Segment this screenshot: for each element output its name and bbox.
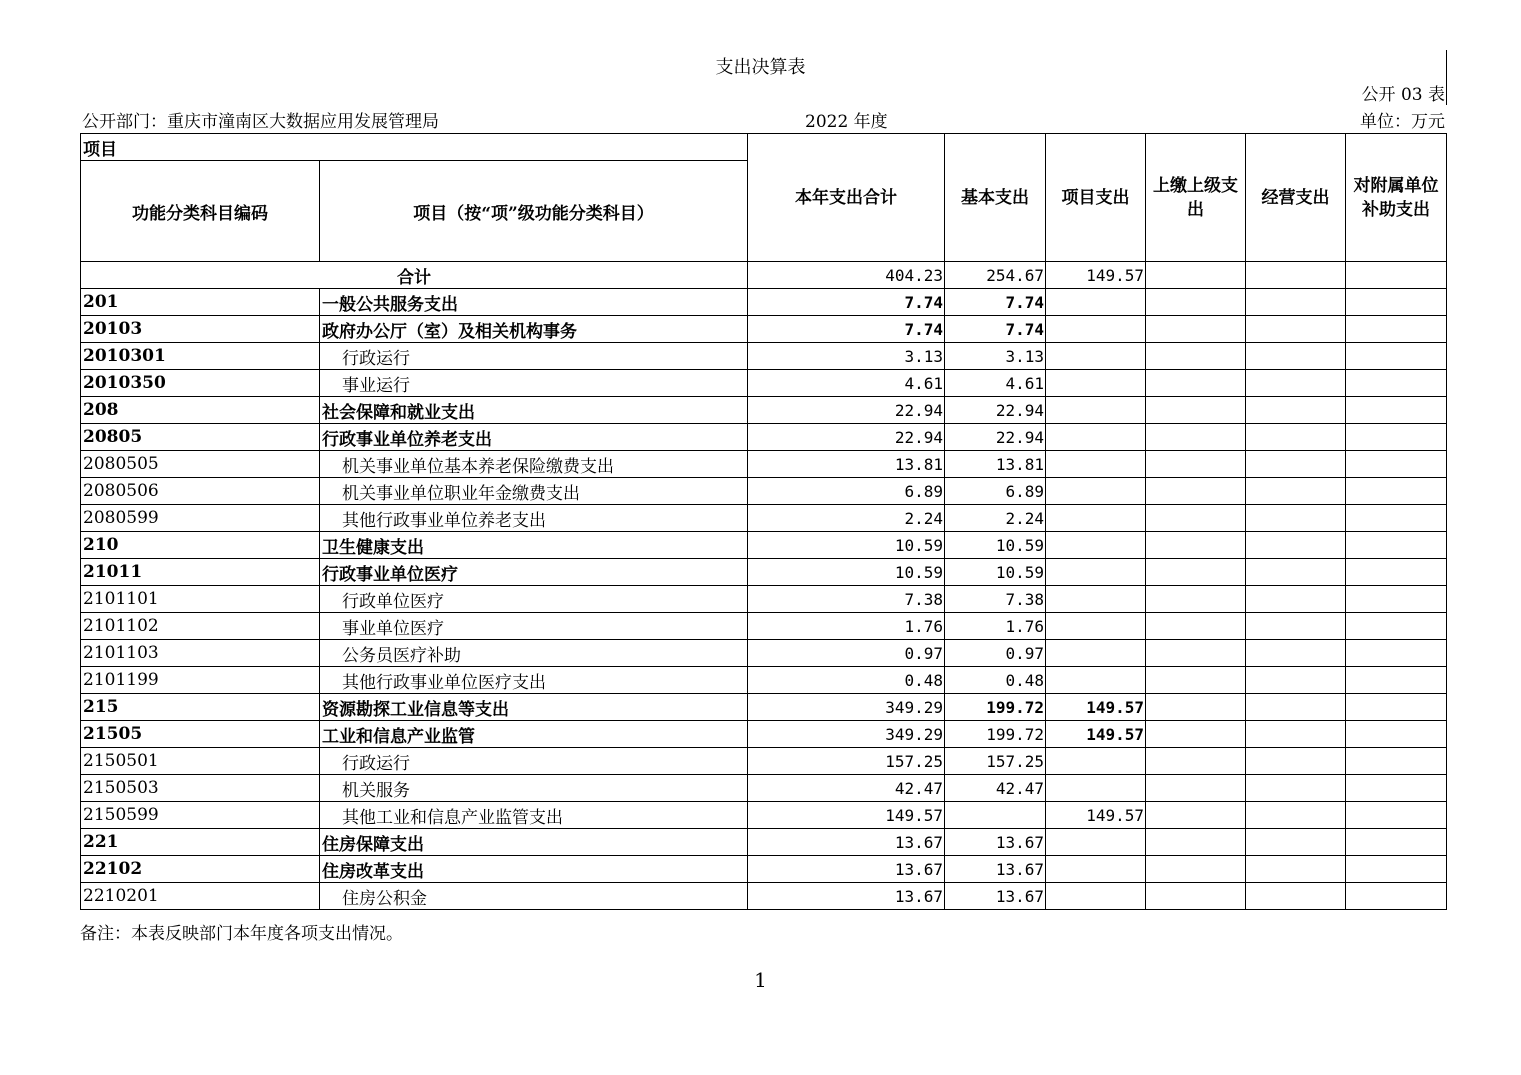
row-name: 卫生健康支出 (320, 532, 748, 559)
header-subsidy: 对附属单位补助支出 (1346, 134, 1447, 262)
row-code: 2080505 (81, 451, 320, 478)
row-name: 住房改革支出 (320, 856, 748, 883)
row-code: 2101102 (81, 613, 320, 640)
row-basic: 199.72 (945, 694, 1046, 721)
row-upper (1146, 640, 1246, 667)
row-upper (1146, 883, 1246, 910)
row-project (1046, 532, 1146, 559)
form-number: 公开 03 表 (1361, 85, 1445, 105)
row-business (1246, 613, 1346, 640)
expenditure-table (80, 133, 1447, 910)
row-code: 22102 (81, 856, 320, 883)
row-code: 2010301 (81, 343, 320, 370)
row-code: 2010350 (81, 370, 320, 397)
row-code: 215 (81, 694, 320, 721)
row-project: 149.57 (1046, 802, 1146, 829)
row-basic: 2.24 (945, 505, 1046, 532)
row-upper (1146, 856, 1246, 883)
row-basic: 0.48 (945, 667, 1046, 694)
row-basic: 22.94 (945, 424, 1046, 451)
row-basic: 42.47 (945, 775, 1046, 802)
row-total: 157.25 (748, 748, 945, 775)
row-subsidy (1346, 424, 1447, 451)
row-upper (1146, 424, 1246, 451)
row-code: 221 (81, 829, 320, 856)
row-basic: 3.13 (945, 343, 1046, 370)
summary-project: 149.57 (1046, 262, 1146, 289)
row-upper (1146, 532, 1246, 559)
row-subsidy (1346, 721, 1447, 748)
row-total: 22.94 (748, 424, 945, 451)
row-name: 行政事业单位养老支出 (320, 424, 748, 451)
row-upper (1146, 694, 1246, 721)
row-total: 7.74 (748, 289, 945, 316)
row-subsidy (1346, 559, 1447, 586)
unit-label: 单位：万元 (1360, 112, 1445, 132)
summary-business (1246, 262, 1346, 289)
row-subsidy (1346, 532, 1447, 559)
row-total: 13.67 (748, 883, 945, 910)
row-upper (1146, 343, 1246, 370)
table-row (81, 667, 1447, 694)
row-name: 行政运行 (320, 748, 748, 775)
table-row (81, 748, 1447, 775)
row-name: 行政事业单位医疗 (320, 559, 748, 586)
row-name: 行政单位医疗 (320, 586, 748, 613)
row-code: 2101103 (81, 640, 320, 667)
row-name: 资源勘探工业信息等支出 (320, 694, 748, 721)
row-code: 21011 (81, 559, 320, 586)
row-subsidy (1346, 451, 1447, 478)
row-subsidy (1346, 775, 1447, 802)
row-code: 2101101 (81, 586, 320, 613)
row-total: 42.47 (748, 775, 945, 802)
summary-label: 合计 (81, 262, 748, 289)
row-subsidy (1346, 829, 1447, 856)
row-code: 2150501 (81, 748, 320, 775)
table-row (81, 829, 1447, 856)
row-name: 工业和信息产业监管 (320, 721, 748, 748)
row-subsidy (1346, 883, 1447, 910)
table-row (81, 613, 1447, 640)
row-project (1046, 640, 1146, 667)
row-name: 一般公共服务支出 (320, 289, 748, 316)
table-row (81, 289, 1447, 316)
row-basic: 13.67 (945, 829, 1046, 856)
row-name: 行政运行 (320, 343, 748, 370)
row-total: 13.67 (748, 829, 945, 856)
table-row (81, 532, 1447, 559)
row-basic: 7.74 (945, 289, 1046, 316)
row-upper (1146, 802, 1246, 829)
row-total: 2.24 (748, 505, 945, 532)
row-upper (1146, 775, 1246, 802)
row-upper (1146, 748, 1246, 775)
row-basic: 6.89 (945, 478, 1046, 505)
row-upper (1146, 316, 1246, 343)
row-total: 0.48 (748, 667, 945, 694)
header-total: 本年支出合计 (748, 134, 945, 262)
fiscal-year: 2022 年度 (805, 112, 888, 132)
row-basic: 22.94 (945, 397, 1046, 424)
row-project (1046, 667, 1146, 694)
table-row (81, 721, 1447, 748)
row-business (1246, 478, 1346, 505)
row-total: 10.59 (748, 532, 945, 559)
table-row (81, 775, 1447, 802)
row-basic (945, 802, 1046, 829)
row-name: 机关服务 (320, 775, 748, 802)
page-number: 1 (754, 968, 767, 992)
row-code: 20103 (81, 316, 320, 343)
row-subsidy (1346, 694, 1447, 721)
summary-upper (1146, 262, 1246, 289)
row-total: 349.29 (748, 721, 945, 748)
table-row (81, 397, 1447, 424)
row-project (1046, 451, 1146, 478)
row-upper (1146, 451, 1246, 478)
row-name: 事业单位医疗 (320, 613, 748, 640)
row-name: 其他工业和信息产业监管支出 (320, 802, 748, 829)
row-name: 公务员医疗补助 (320, 640, 748, 667)
row-name: 其他行政事业单位养老支出 (320, 505, 748, 532)
row-subsidy (1346, 289, 1447, 316)
row-business (1246, 532, 1346, 559)
department-label: 公开部门：重庆市潼南区大数据应用发展管理局 (82, 112, 439, 132)
row-business (1246, 343, 1346, 370)
table-row (81, 424, 1447, 451)
row-name: 事业运行 (320, 370, 748, 397)
row-code: 2080599 (81, 505, 320, 532)
row-subsidy (1346, 667, 1447, 694)
header-project: 项目 (81, 134, 748, 161)
row-project (1046, 829, 1146, 856)
row-subsidy (1346, 397, 1447, 424)
row-project (1046, 559, 1146, 586)
row-total: 22.94 (748, 397, 945, 424)
row-project (1046, 424, 1146, 451)
table-row (81, 559, 1447, 586)
row-code: 2150599 (81, 802, 320, 829)
row-business (1246, 370, 1346, 397)
page-title: 支出决算表 (715, 57, 806, 78)
row-upper (1146, 586, 1246, 613)
row-code: 201 (81, 289, 320, 316)
row-business (1246, 640, 1346, 667)
row-project: 149.57 (1046, 721, 1146, 748)
row-subsidy (1346, 370, 1447, 397)
row-subsidy (1346, 640, 1447, 667)
row-business (1246, 424, 1346, 451)
row-upper (1146, 397, 1246, 424)
row-upper (1146, 667, 1246, 694)
row-code: 20805 (81, 424, 320, 451)
row-project (1046, 748, 1146, 775)
row-project: 149.57 (1046, 694, 1146, 721)
row-basic: 7.38 (945, 586, 1046, 613)
row-total: 7.38 (748, 586, 945, 613)
row-name: 其他行政事业单位医疗支出 (320, 667, 748, 694)
row-project (1046, 397, 1146, 424)
row-name: 社会保障和就业支出 (320, 397, 748, 424)
row-subsidy (1346, 748, 1447, 775)
header-business: 经营支出 (1246, 134, 1346, 262)
row-name: 住房保障支出 (320, 829, 748, 856)
row-business (1246, 586, 1346, 613)
row-basic: 157.25 (945, 748, 1046, 775)
table-row (81, 640, 1447, 667)
row-business (1246, 721, 1346, 748)
row-basic: 199.72 (945, 721, 1046, 748)
row-code: 210 (81, 532, 320, 559)
table-row (81, 370, 1447, 397)
row-total: 3.13 (748, 343, 945, 370)
row-project (1046, 775, 1146, 802)
header-upper: 上缴上级支出 (1146, 134, 1246, 262)
row-business (1246, 559, 1346, 586)
row-subsidy (1346, 505, 1447, 532)
row-project (1046, 370, 1146, 397)
row-code: 2080506 (81, 478, 320, 505)
row-business (1246, 856, 1346, 883)
header-project-expense: 项目支出 (1046, 134, 1146, 262)
row-code: 2101199 (81, 667, 320, 694)
row-code: 2210201 (81, 883, 320, 910)
row-business (1246, 505, 1346, 532)
row-subsidy (1346, 802, 1447, 829)
row-total: 4.61 (748, 370, 945, 397)
row-total: 0.97 (748, 640, 945, 667)
row-total: 10.59 (748, 559, 945, 586)
header-code: 功能分类科目编码 (81, 161, 320, 262)
row-subsidy (1346, 586, 1447, 613)
row-subsidy (1346, 478, 1447, 505)
table-row (81, 694, 1447, 721)
row-project (1046, 586, 1146, 613)
row-upper (1146, 721, 1246, 748)
summary-basic: 254.67 (945, 262, 1046, 289)
row-basic: 10.59 (945, 559, 1046, 586)
row-business (1246, 289, 1346, 316)
row-total: 349.29 (748, 694, 945, 721)
row-business (1246, 694, 1346, 721)
row-total: 1.76 (748, 613, 945, 640)
row-total: 13.81 (748, 451, 945, 478)
table-row (81, 316, 1447, 343)
row-name: 机关事业单位职业年金缴费支出 (320, 478, 748, 505)
row-code: 21505 (81, 721, 320, 748)
row-upper (1146, 505, 1246, 532)
row-subsidy (1346, 343, 1447, 370)
header-row-1 (81, 134, 1447, 161)
row-upper (1146, 289, 1246, 316)
row-business (1246, 451, 1346, 478)
row-business (1246, 883, 1346, 910)
footnote: 备注：本表反映部门本年度各项支出情况。 (80, 924, 403, 944)
row-total: 13.67 (748, 856, 945, 883)
row-project (1046, 613, 1146, 640)
row-upper (1146, 370, 1246, 397)
table-row (81, 451, 1447, 478)
row-project (1046, 289, 1146, 316)
table-row (81, 478, 1447, 505)
row-basic: 1.76 (945, 613, 1046, 640)
row-business (1246, 802, 1346, 829)
table-row (81, 802, 1447, 829)
row-business (1246, 316, 1346, 343)
row-project (1046, 478, 1146, 505)
row-name: 政府办公厅（室）及相关机构事务 (320, 316, 748, 343)
row-total: 6.89 (748, 478, 945, 505)
row-subsidy (1346, 856, 1447, 883)
row-basic: 13.67 (945, 883, 1046, 910)
row-project (1046, 505, 1146, 532)
row-total: 149.57 (748, 802, 945, 829)
row-basic: 13.81 (945, 451, 1046, 478)
row-subsidy (1346, 316, 1447, 343)
row-project (1046, 316, 1146, 343)
table-row (81, 343, 1447, 370)
row-basic: 13.67 (945, 856, 1046, 883)
row-project (1046, 343, 1146, 370)
summary-subsidy (1346, 262, 1447, 289)
row-project (1046, 883, 1146, 910)
row-business (1246, 748, 1346, 775)
row-business (1246, 397, 1346, 424)
table-row (81, 883, 1447, 910)
row-subsidy (1346, 613, 1447, 640)
row-upper (1146, 478, 1246, 505)
row-basic: 10.59 (945, 532, 1046, 559)
row-upper (1146, 829, 1246, 856)
row-business (1246, 829, 1346, 856)
table-row (81, 856, 1447, 883)
row-upper (1146, 613, 1246, 640)
row-project (1046, 856, 1146, 883)
row-name: 机关事业单位基本养老保险缴费支出 (320, 451, 748, 478)
row-basic: 4.61 (945, 370, 1046, 397)
row-code: 2150503 (81, 775, 320, 802)
row-upper (1146, 559, 1246, 586)
row-business (1246, 667, 1346, 694)
summary-row (81, 262, 1447, 289)
table-row (81, 505, 1447, 532)
row-code: 208 (81, 397, 320, 424)
row-basic: 0.97 (945, 640, 1046, 667)
header-basic: 基本支出 (945, 134, 1046, 262)
table-row (81, 586, 1447, 613)
row-name: 住房公积金 (320, 883, 748, 910)
header-name: 项目（按“项”级功能分类科目） (320, 161, 748, 262)
row-business (1246, 775, 1346, 802)
summary-total: 404.23 (748, 262, 945, 289)
row-total: 7.74 (748, 316, 945, 343)
row-basic: 7.74 (945, 316, 1046, 343)
